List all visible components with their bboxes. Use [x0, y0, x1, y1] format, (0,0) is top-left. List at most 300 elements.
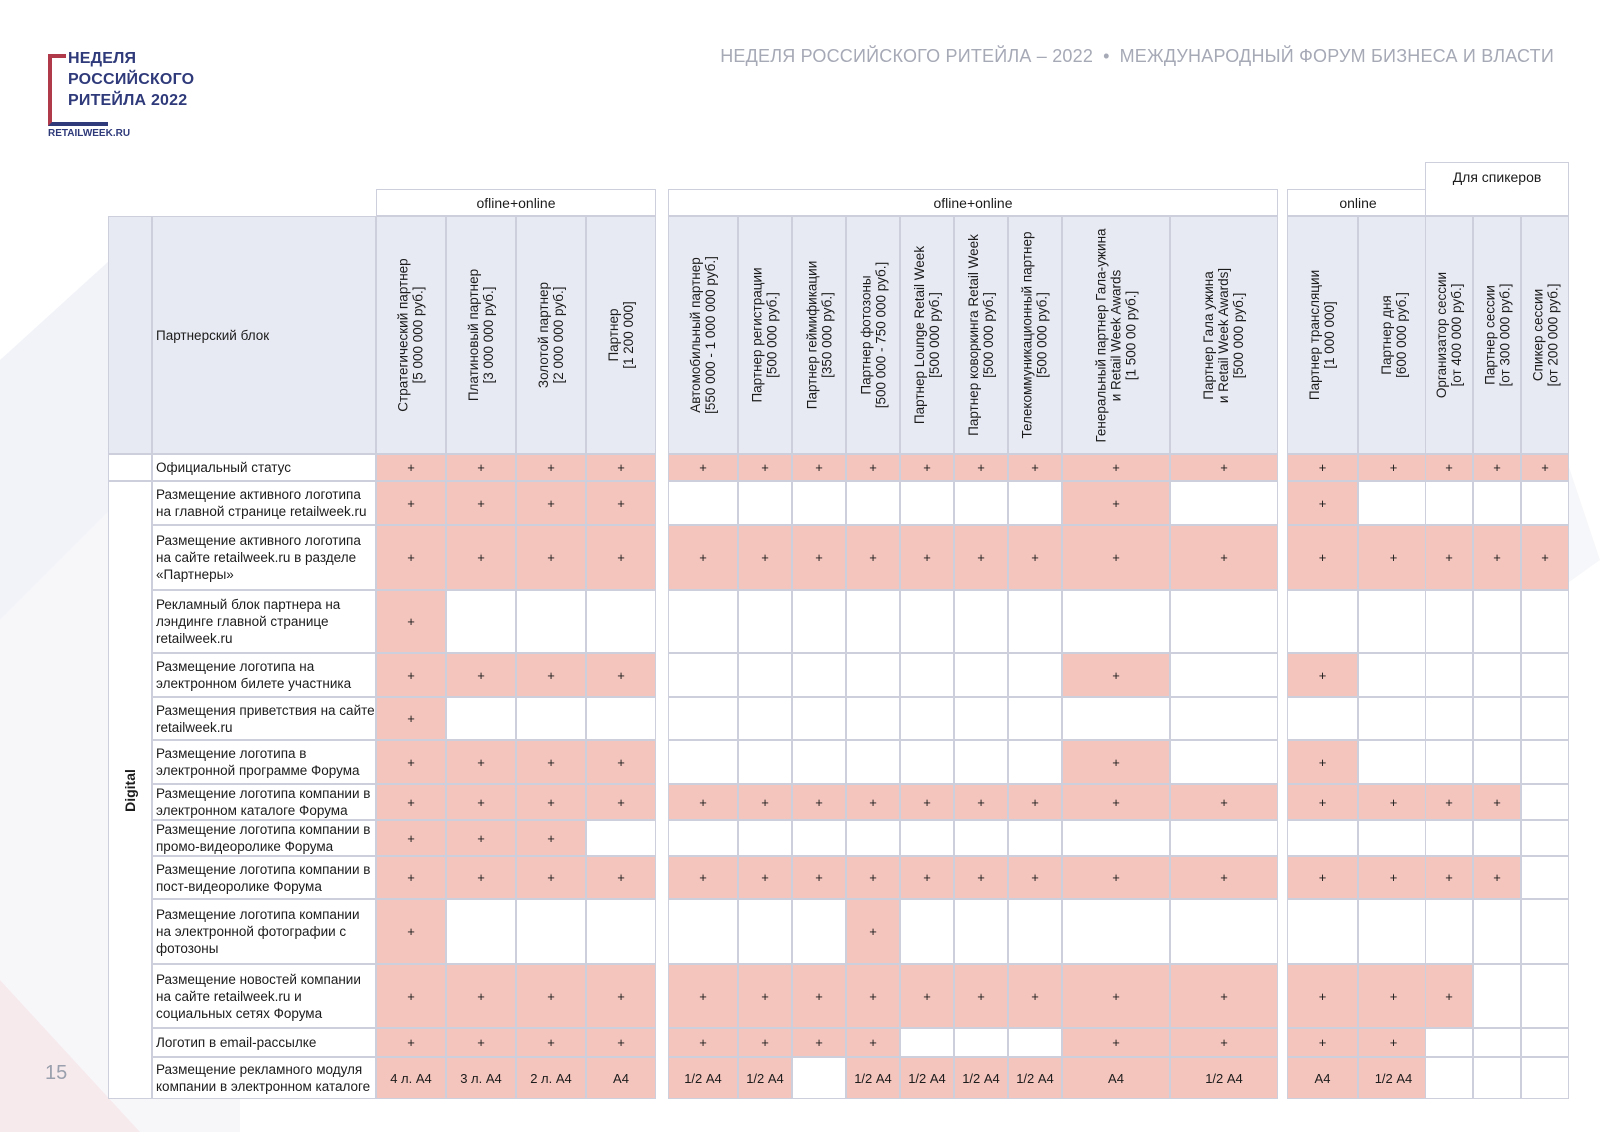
table-cell: + [1358, 784, 1429, 820]
column-header [1008, 216, 1062, 454]
column-header [516, 216, 586, 454]
row-label: Размещение новостей компании на сайте retailweek.ru и социальных сетях Форума [152, 964, 376, 1028]
table-cell [1358, 820, 1429, 856]
row-label: Размещение активного логотипа на главной странице retailweek.ru [152, 481, 376, 525]
logo-title: НЕДЕЛЯ РОССИЙСКОГО РИТЕЙЛА 2022 [68, 50, 195, 109]
table-cell [1473, 899, 1521, 964]
table-cell: + [1358, 964, 1429, 1028]
table-cell [1521, 481, 1569, 525]
table-cell: + [376, 1028, 446, 1057]
row-label: Рекламный блок партнера на лэндинге главной странице retailweek.ru [152, 590, 376, 653]
table-cell: 1/2 А4 [668, 1057, 738, 1099]
page-header [720, 46, 1554, 67]
table-cell: + [516, 964, 586, 1028]
table-cell: + [668, 1028, 738, 1057]
column-header [900, 216, 954, 454]
table-cell [516, 590, 586, 653]
column-header-text: Партнер трансляции [1 000 000] [1307, 269, 1338, 401]
table-cell [1358, 590, 1429, 653]
table-cell [516, 899, 586, 964]
column-header [1287, 216, 1358, 454]
table-cell [792, 697, 846, 740]
table-cell: + [846, 784, 900, 820]
table-cell: + [376, 525, 446, 590]
table-cell [846, 481, 900, 525]
table-cell: 1/2 А4 [846, 1057, 900, 1099]
column-header [738, 216, 792, 454]
table-cell [900, 653, 954, 697]
table-cell: + [1287, 454, 1358, 481]
table-cell [586, 820, 656, 856]
table-cell [586, 899, 656, 964]
table-cell: + [446, 964, 516, 1028]
table-cell: + [1170, 454, 1278, 481]
table-cell: + [516, 740, 586, 784]
table-cell: + [668, 525, 738, 590]
table-cell: + [516, 525, 586, 590]
table-cell [1358, 653, 1429, 697]
table-cell: + [586, 454, 656, 481]
column-header [668, 216, 738, 454]
table-cell: + [738, 1028, 792, 1057]
table-cell: + [1170, 525, 1278, 590]
table-cell [1521, 590, 1569, 653]
table-cell [846, 653, 900, 697]
table-cell: + [446, 525, 516, 590]
table-cell [1521, 740, 1569, 784]
table-cell: + [1170, 964, 1278, 1028]
table-cell [1473, 697, 1521, 740]
row-label: Размещение рекламного модуля компании в электронном каталоге [152, 1057, 376, 1099]
section-label-digital [108, 481, 152, 1099]
table-cell [446, 590, 516, 653]
table-cell: + [900, 454, 954, 481]
table-cell [1473, 740, 1521, 784]
column-header [846, 216, 900, 454]
table-cell [900, 820, 954, 856]
table-cell: + [1287, 1028, 1358, 1057]
table-cell: 1/2 А4 [1358, 1057, 1429, 1099]
table-cell: + [792, 964, 846, 1028]
table-cell: + [954, 454, 1008, 481]
table-cell [738, 899, 792, 964]
column-header-text: Партнер коворкинга Retail Week [500 000 руб.] [966, 234, 996, 436]
table-cell [1062, 820, 1170, 856]
table-cell: + [1170, 1028, 1278, 1057]
column-header-text: Партнер [1 200 000] [606, 301, 636, 369]
table-cell: + [1473, 784, 1521, 820]
column-header-text: Автомобильный партнер [550 000 - 1 000 000 руб.] [688, 256, 719, 414]
table-cell: + [1287, 740, 1358, 784]
table-cell [738, 820, 792, 856]
table-cell: + [376, 481, 446, 525]
table-cell [1473, 964, 1521, 1028]
table-cell: + [586, 653, 656, 697]
table-cell: + [1473, 525, 1521, 590]
table-cell [1170, 590, 1278, 653]
table-cell: + [446, 784, 516, 820]
table-cell: + [846, 899, 900, 964]
table-cell: + [1062, 856, 1170, 899]
table-cell [1062, 697, 1170, 740]
column-header [586, 216, 656, 454]
table-cell [1008, 590, 1062, 653]
table-cell: + [900, 525, 954, 590]
table-cell [668, 481, 738, 525]
table-cell [1062, 899, 1170, 964]
header-right: МЕЖДУНАРОДНЫЙ ФОРУМ БИЗНЕСА И ВЛАСТИ [1119, 46, 1554, 66]
partner-block-header: Партнерский блок [152, 216, 376, 454]
table-cell: + [792, 1028, 846, 1057]
table-cell [1008, 697, 1062, 740]
table-cell [1287, 899, 1358, 964]
column-header [1358, 216, 1429, 454]
row-label: Размещение активного логотипа на сайте retailweek.ru в разделе «Партнеры» [152, 525, 376, 590]
column-header [1425, 216, 1473, 454]
table-cell: + [1287, 525, 1358, 590]
table-cell [1425, 1028, 1473, 1057]
table-cell: + [446, 481, 516, 525]
table-cell: + [376, 856, 446, 899]
table-cell: + [1062, 653, 1170, 697]
row-label: Размещение логотипа компании в пост-видеоролике Форума [152, 856, 376, 899]
table-cell [738, 740, 792, 784]
table-cell: + [376, 964, 446, 1028]
table-cell [668, 653, 738, 697]
table-cell: + [668, 784, 738, 820]
column-group-header: ofline+online [668, 189, 1278, 216]
table-cell: + [1425, 784, 1473, 820]
column-header-text: Золотой партнер [2 000 000 руб.] [536, 281, 566, 389]
table-cell [1521, 697, 1569, 740]
table-cell: + [738, 454, 792, 481]
table-cell: + [516, 784, 586, 820]
column-header-text: Партнер дня [600 000 руб.] [1378, 292, 1409, 378]
table-cell [1473, 653, 1521, 697]
table-cell [1473, 481, 1521, 525]
table-cell: + [446, 653, 516, 697]
table-cell [1425, 697, 1473, 740]
table-cell: + [900, 784, 954, 820]
column-header-text: Партнер геймификации [350 000 руб.] [804, 260, 834, 410]
table-cell [846, 590, 900, 653]
table-cell: + [846, 454, 900, 481]
table-cell: + [846, 964, 900, 1028]
column-header [1062, 216, 1170, 454]
table-cell [900, 590, 954, 653]
table-cell: + [1008, 964, 1062, 1028]
table-cell [1287, 590, 1358, 653]
table-cell: + [1287, 481, 1358, 525]
column-header-text: Спикер сессии [от 200 000 руб.] [1530, 283, 1560, 387]
table-cell [1425, 740, 1473, 784]
table-cell [1473, 590, 1521, 653]
logo-site: RETAILWEEK.RU [48, 128, 131, 139]
column-header [1521, 216, 1569, 454]
table-cell: + [792, 454, 846, 481]
table-cell [668, 697, 738, 740]
table-cell: 2 л. А4 [516, 1057, 586, 1099]
table-cell [846, 740, 900, 784]
table-cell: А4 [586, 1057, 656, 1099]
table-cell: + [376, 820, 446, 856]
table-cell: + [668, 964, 738, 1028]
table-cell: + [846, 856, 900, 899]
table-cell: + [376, 454, 446, 481]
table-cell: + [738, 964, 792, 1028]
table-cell: + [1473, 856, 1521, 899]
table-cell [1358, 481, 1429, 525]
table-cell: 1/2 А4 [1008, 1057, 1062, 1099]
table-cell: + [1170, 784, 1278, 820]
table-cell: + [792, 856, 846, 899]
column-header-text: Организатор сессии [от 400 000 руб.] [1434, 271, 1464, 399]
column-header-text: Партнер регистрации [500 000 руб.] [750, 267, 781, 403]
table-cell: А4 [1062, 1057, 1170, 1099]
table-cell [1521, 964, 1569, 1028]
table-cell [1287, 697, 1358, 740]
table-cell: + [376, 590, 446, 653]
table-cell: 1/2 А4 [1170, 1057, 1278, 1099]
table-cell: + [1008, 856, 1062, 899]
table-cell: + [1425, 964, 1473, 1028]
table-cell: + [954, 525, 1008, 590]
table-cell [738, 481, 792, 525]
table-cell: + [516, 454, 586, 481]
table-cell [668, 899, 738, 964]
table-cell [1008, 1028, 1062, 1057]
table-cell [792, 653, 846, 697]
row-label: Размещения приветствия на сайте retailweek.ru [152, 697, 376, 740]
table-cell: + [516, 856, 586, 899]
table-cell: + [1062, 740, 1170, 784]
table-cell: + [516, 653, 586, 697]
table-cell [1473, 1057, 1521, 1099]
table-cell: + [1062, 481, 1170, 525]
table-cell: + [446, 856, 516, 899]
table-cell: + [1425, 525, 1473, 590]
table-cell: + [1521, 454, 1569, 481]
column-header-text: Платиновый партнер [3 000 000 руб.] [466, 268, 496, 402]
table-cell: + [1473, 454, 1521, 481]
table-cell [1425, 590, 1473, 653]
table-cell [954, 697, 1008, 740]
table-cell [516, 697, 586, 740]
table-cell: 1/2 А4 [738, 1057, 792, 1099]
table-cell: + [1062, 525, 1170, 590]
table-cell [900, 899, 954, 964]
table-cell: + [586, 964, 656, 1028]
table-cell: + [1062, 964, 1170, 1028]
row-label: Размещение логотипа компании в промо-видеоролике Форума [152, 820, 376, 856]
table-cell: 4 л. А4 [376, 1057, 446, 1099]
table-cell: + [954, 856, 1008, 899]
table-cell [1425, 820, 1473, 856]
table-cell [900, 1028, 954, 1057]
table-cell: + [1287, 856, 1358, 899]
table-cell [1170, 481, 1278, 525]
table-cell [1473, 1028, 1521, 1057]
table-cell: + [586, 1028, 656, 1057]
table-cell [954, 899, 1008, 964]
table-cell [846, 820, 900, 856]
table-cell [586, 590, 656, 653]
table-cell: + [586, 784, 656, 820]
table-cell: + [1062, 454, 1170, 481]
table-cell [668, 820, 738, 856]
forum-logo [48, 48, 208, 148]
table-cell: + [900, 964, 954, 1028]
table-cell [1521, 1028, 1569, 1057]
table-cell [954, 1028, 1008, 1057]
table-cell [1008, 820, 1062, 856]
table-cell: + [738, 525, 792, 590]
table-cell [900, 740, 954, 784]
table-cell [586, 697, 656, 740]
table-cell [1521, 1057, 1569, 1099]
table-cell: + [1358, 454, 1429, 481]
table-cell [1008, 653, 1062, 697]
table-cell [792, 740, 846, 784]
table-cell [1170, 899, 1278, 964]
table-cell [792, 590, 846, 653]
table-cell [1425, 899, 1473, 964]
table-cell [1008, 481, 1062, 525]
table-cell: + [1287, 653, 1358, 697]
table-cell: + [846, 1028, 900, 1057]
section-blank-cell [108, 454, 152, 481]
header-left: НЕДЕЛЯ РОССИЙСКОГО РИТЕЙЛА – 2022 [720, 46, 1094, 66]
table-cell: + [954, 964, 1008, 1028]
table-cell: + [586, 525, 656, 590]
table-cell: + [586, 481, 656, 525]
table-cell: + [1358, 525, 1429, 590]
table-cell [1008, 740, 1062, 784]
table-cell: + [376, 740, 446, 784]
table-cell [1170, 820, 1278, 856]
table-cell [954, 820, 1008, 856]
row-label: Размещение логотипа компании на электронной фотографии с фотозоны [152, 899, 376, 964]
table-cell: + [376, 899, 446, 964]
column-header-text: Генеральный партнер Гала-ужина и Retail Week Awards [1 500 00 руб.] [1093, 227, 1139, 443]
header-separator: • [1103, 46, 1110, 66]
table-cell [738, 697, 792, 740]
table-cell [1521, 899, 1569, 964]
row-label: Размещение логотипа компании в электронном каталоге Форума [152, 784, 376, 820]
table-cell [1358, 697, 1429, 740]
table-cell [846, 697, 900, 740]
table-cell: + [668, 454, 738, 481]
table-cell: + [954, 784, 1008, 820]
table-cell: + [1008, 454, 1062, 481]
table-cell [954, 481, 1008, 525]
column-header [376, 216, 446, 454]
table-cell: + [1062, 784, 1170, 820]
table-cell: + [1287, 964, 1358, 1028]
table-cell [792, 1057, 846, 1099]
column-header [954, 216, 1008, 454]
table-cell [1170, 697, 1278, 740]
table-cell: + [1425, 454, 1473, 481]
table-cell: + [1358, 856, 1429, 899]
table-cell [1170, 740, 1278, 784]
table-cell: + [846, 525, 900, 590]
page-number: 15 [45, 1062, 68, 1084]
table-cell: + [668, 856, 738, 899]
header-blank-cell [108, 216, 152, 454]
table-cell [1062, 590, 1170, 653]
table-cell [1425, 481, 1473, 525]
table-cell: А4 [1287, 1057, 1358, 1099]
table-cell [792, 899, 846, 964]
table-cell: 3 л. А4 [446, 1057, 516, 1099]
table-cell [1521, 653, 1569, 697]
table-cell: + [376, 653, 446, 697]
section-label-text: Digital [121, 768, 138, 812]
table-cell: + [1425, 856, 1473, 899]
table-cell [1170, 653, 1278, 697]
row-label: Официальный статус [152, 454, 376, 481]
column-group-header: Для спикеров [1425, 162, 1569, 216]
table-cell: + [1008, 525, 1062, 590]
table-cell: + [516, 1028, 586, 1057]
table-cell: + [792, 525, 846, 590]
column-group-header: ofline+online [376, 189, 656, 216]
column-header-text: Партнер Lounge Retail Week [500 000 руб.] [912, 245, 943, 425]
table-cell [446, 697, 516, 740]
table-cell [1358, 899, 1429, 964]
table-cell: + [900, 856, 954, 899]
table-cell: + [1062, 1028, 1170, 1057]
table-cell: + [1008, 784, 1062, 820]
table-cell: + [586, 740, 656, 784]
table-cell: + [446, 820, 516, 856]
column-header-text: Телекоммуникационный партнер [500 000 руб.] [1020, 231, 1051, 439]
table-cell [1358, 740, 1429, 784]
table-cell [1521, 784, 1569, 820]
table-cell [446, 899, 516, 964]
table-cell [792, 481, 846, 525]
column-header [1473, 216, 1521, 454]
row-label: Логотип в email-рассылке [152, 1028, 376, 1057]
table-cell: + [376, 784, 446, 820]
table-cell [1425, 1057, 1473, 1099]
table-cell: + [516, 820, 586, 856]
table-cell [900, 697, 954, 740]
row-label: Размещение логотипа на электронном билете участника [152, 653, 376, 697]
table-cell [1287, 820, 1358, 856]
table-cell: 1/2 А4 [900, 1057, 954, 1099]
table-cell [668, 590, 738, 653]
table-cell: + [446, 1028, 516, 1057]
table-cell: + [586, 856, 656, 899]
column-header [1170, 216, 1278, 454]
table-cell [792, 820, 846, 856]
column-header-text: Стратегический партнер [5 000 000 руб.] [396, 258, 426, 412]
table-cell: + [446, 740, 516, 784]
table-cell: 1/2 А4 [954, 1057, 1008, 1099]
table-cell [668, 740, 738, 784]
table-cell: + [792, 784, 846, 820]
table-cell [1008, 899, 1062, 964]
table-cell [900, 481, 954, 525]
table-cell [1521, 820, 1569, 856]
table-cell [1521, 856, 1569, 899]
column-header-text: Партнер фотозоны [500 000 - 750 000 руб.] [858, 261, 888, 409]
table-cell [954, 590, 1008, 653]
column-header-text: Партнер Гала ужина и Retail Week Awards] [500 000 руб.] [1201, 267, 1247, 403]
table-cell [954, 740, 1008, 784]
